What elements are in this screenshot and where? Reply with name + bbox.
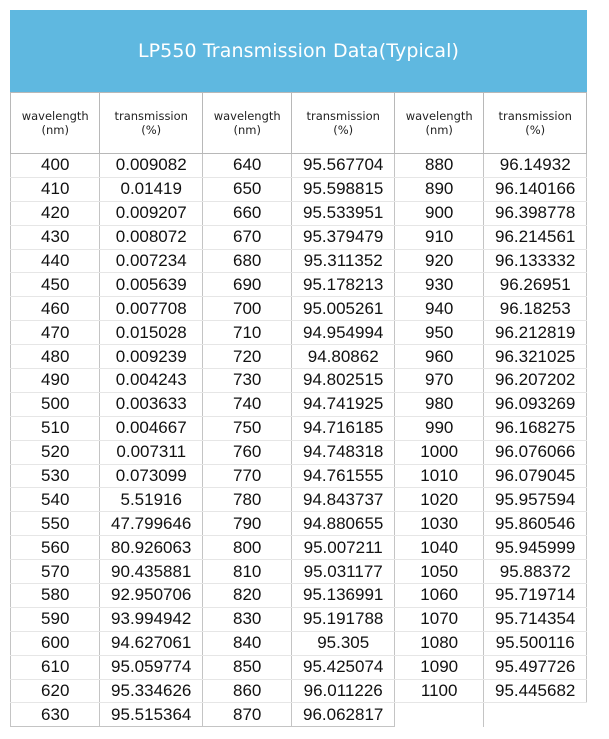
wavelength-cell: 990 [394, 416, 483, 440]
header-unit: (%) [141, 123, 162, 137]
wavelength-cell: 1100 [394, 679, 483, 703]
wavelength-cell: 760 [202, 440, 291, 464]
table-row [11, 297, 587, 321]
transmission-cell: 94.802515 [292, 369, 395, 393]
wavelength-cell: 940 [394, 297, 483, 321]
wavelength-cell: 770 [202, 464, 291, 488]
table-row [11, 416, 587, 440]
table-row [11, 154, 587, 178]
transmission-cell: 0.007708 [100, 297, 203, 321]
wavelength-cell: 820 [202, 584, 291, 608]
wavelength-cell: 620 [11, 679, 100, 703]
transmission-cell: 0.004667 [100, 416, 203, 440]
transmission-cell: 80.926063 [100, 536, 203, 560]
transmission-cell: 94.880655 [292, 512, 395, 536]
wavelength-cell: 850 [202, 655, 291, 679]
table-row [11, 679, 587, 703]
wavelength-cell: 870 [202, 703, 291, 727]
wavelength-cell: 460 [11, 297, 100, 321]
wavelength-cell: 610 [11, 655, 100, 679]
wavelength-cell: 590 [11, 607, 100, 631]
transmission-cell: 90.435881 [100, 560, 203, 584]
transmission-cell: 95.311352 [292, 249, 395, 273]
transmission-cell: 95.945999 [484, 536, 587, 560]
wavelength-cell: 650 [202, 177, 291, 201]
transmission-cell: 95.425074 [292, 655, 395, 679]
wavelength-cell: 560 [11, 536, 100, 560]
transmission-cell: 0.004243 [100, 369, 203, 393]
table-row [11, 560, 587, 584]
transmission-cell: 96.26951 [484, 273, 587, 297]
transmission-cell: 95.445682 [484, 679, 587, 703]
wavelength-cell: 1010 [394, 464, 483, 488]
table-row [11, 201, 587, 225]
wavelength-cell: 840 [202, 631, 291, 655]
wavelength-cell: 630 [11, 703, 100, 727]
wavelength-cell: 980 [394, 392, 483, 416]
wavelength-cell: 800 [202, 536, 291, 560]
transmission-cell: 96.133332 [484, 249, 587, 273]
wavelength-cell: 440 [11, 249, 100, 273]
table-row [11, 607, 587, 631]
table-row [11, 392, 587, 416]
transmission-cell: 0.008072 [100, 225, 203, 249]
transmission-cell: 95.88372 [484, 560, 587, 584]
transmission-cell: 96.212819 [484, 321, 587, 345]
wavelength-cell: 480 [11, 345, 100, 369]
transmission-cell: 96.062817 [292, 703, 395, 727]
table-row [11, 703, 587, 727]
wavelength-cell: 690 [202, 273, 291, 297]
wavelength-cell: 520 [11, 440, 100, 464]
wavelength-cell: 510 [11, 416, 100, 440]
header-label: wavelength [213, 109, 281, 123]
wavelength-cell: 600 [11, 631, 100, 655]
transmission-cell: 95.598815 [292, 177, 395, 201]
transmission-cell: 95.136991 [292, 584, 395, 608]
wavelength-cell: 1050 [394, 560, 483, 584]
wavelength-cell: 890 [394, 177, 483, 201]
wavelength-cell [394, 703, 483, 727]
header-label: transmission [306, 109, 380, 123]
transmission-cell: 96.18253 [484, 297, 587, 321]
wavelength-cell: 580 [11, 584, 100, 608]
transmission-cell: 96.214561 [484, 225, 587, 249]
header-unit: (%) [333, 123, 354, 137]
table-row [11, 512, 587, 536]
table-row [11, 584, 587, 608]
wavelength-cell: 400 [11, 154, 100, 178]
wavelength-cell: 500 [11, 392, 100, 416]
transmission-cell: 94.748318 [292, 440, 395, 464]
wavelength-cell: 970 [394, 369, 483, 393]
table-row [11, 464, 587, 488]
transmission-cell: 0.005639 [100, 273, 203, 297]
transmission-cell: 96.011226 [292, 679, 395, 703]
transmission-cell [484, 703, 587, 727]
wavelength-cell: 540 [11, 488, 100, 512]
header-label: wavelength [405, 109, 473, 123]
table-title: LP550 Transmission Data(Typical) [10, 10, 587, 92]
table-row [11, 655, 587, 679]
wavelength-cell: 470 [11, 321, 100, 345]
transmission-cell: 95.005261 [292, 297, 395, 321]
header-wavelength-2 [202, 93, 291, 154]
transmission-cell: 95.567704 [292, 154, 395, 178]
transmission-cell: 96.321025 [484, 345, 587, 369]
table-row [11, 321, 587, 345]
wavelength-cell: 1030 [394, 512, 483, 536]
wavelength-cell: 530 [11, 464, 100, 488]
header-wavelength-1 [11, 93, 100, 154]
transmission-cell: 96.14932 [484, 154, 587, 178]
wavelength-cell: 550 [11, 512, 100, 536]
wavelength-cell: 670 [202, 225, 291, 249]
transmission-cell: 0.007311 [100, 440, 203, 464]
wavelength-cell: 420 [11, 201, 100, 225]
transmission-cell: 95.860546 [484, 512, 587, 536]
transmission-cell: 94.716185 [292, 416, 395, 440]
wavelength-cell: 810 [202, 560, 291, 584]
transmission-cell: 96.398778 [484, 201, 587, 225]
transmission-cell: 0.01419 [100, 177, 203, 201]
wavelength-cell: 1090 [394, 655, 483, 679]
wavelength-cell: 680 [202, 249, 291, 273]
transmission-cell: 95.714354 [484, 607, 587, 631]
header-transmission-2 [292, 93, 395, 154]
transmission-cell: 95.719714 [484, 584, 587, 608]
wavelength-cell: 700 [202, 297, 291, 321]
wavelength-cell: 920 [394, 249, 483, 273]
wavelength-cell: 950 [394, 321, 483, 345]
transmission-cell: 96.079045 [484, 464, 587, 488]
wavelength-cell: 910 [394, 225, 483, 249]
transmission-cell: 0.009239 [100, 345, 203, 369]
transmission-cell: 47.799646 [100, 512, 203, 536]
wavelength-cell: 410 [11, 177, 100, 201]
transmission-cell: 94.741925 [292, 392, 395, 416]
transmission-cell: 96.140166 [484, 177, 587, 201]
header-unit: (nm) [41, 123, 69, 137]
wavelength-cell: 780 [202, 488, 291, 512]
table-row [11, 177, 587, 201]
transmission-cell: 95.515364 [100, 703, 203, 727]
transmission-cell: 0.015028 [100, 321, 203, 345]
transmission-cell: 94.843737 [292, 488, 395, 512]
wavelength-cell: 1070 [394, 607, 483, 631]
wavelength-cell: 960 [394, 345, 483, 369]
transmission-cell: 95.957594 [484, 488, 587, 512]
header-unit: (nm) [233, 123, 261, 137]
wavelength-cell: 880 [394, 154, 483, 178]
wavelength-cell: 710 [202, 321, 291, 345]
wavelength-cell: 1040 [394, 536, 483, 560]
transmission-cell: 94.627061 [100, 631, 203, 655]
wavelength-cell: 640 [202, 154, 291, 178]
wavelength-cell: 720 [202, 345, 291, 369]
transmission-cell: 95.334626 [100, 679, 203, 703]
wavelength-cell: 570 [11, 560, 100, 584]
header-label: wavelength [21, 109, 89, 123]
transmission-cell: 0.009207 [100, 201, 203, 225]
transmission-cell: 0.073099 [100, 464, 203, 488]
wavelength-cell: 900 [394, 201, 483, 225]
transmission-table [10, 92, 587, 727]
transmission-cell: 94.761555 [292, 464, 395, 488]
table-header [11, 93, 587, 154]
wavelength-cell: 790 [202, 512, 291, 536]
transmission-data-sheet [10, 10, 587, 727]
wavelength-cell: 1000 [394, 440, 483, 464]
table-row [11, 369, 587, 393]
transmission-cell: 95.178213 [292, 273, 395, 297]
header-label: transmission [498, 109, 572, 123]
transmission-cell: 96.076066 [484, 440, 587, 464]
transmission-cell: 92.950706 [100, 584, 203, 608]
header-wavelength-3 [394, 93, 483, 154]
header-transmission-3 [484, 93, 587, 154]
transmission-cell: 95.533951 [292, 201, 395, 225]
wavelength-cell: 660 [202, 201, 291, 225]
wavelength-cell: 490 [11, 369, 100, 393]
transmission-cell: 0.007234 [100, 249, 203, 273]
transmission-cell: 93.994942 [100, 607, 203, 631]
table-row [11, 488, 587, 512]
transmission-cell: 95.059774 [100, 655, 203, 679]
transmission-cell: 94.80862 [292, 345, 395, 369]
table-row [11, 225, 587, 249]
table-row [11, 345, 587, 369]
transmission-cell: 0.003633 [100, 392, 203, 416]
table-row [11, 631, 587, 655]
table-row [11, 249, 587, 273]
transmission-cell: 5.51916 [100, 488, 203, 512]
header-unit: (nm) [425, 123, 453, 137]
wavelength-cell: 1080 [394, 631, 483, 655]
transmission-cell: 96.207202 [484, 369, 587, 393]
wavelength-cell: 730 [202, 369, 291, 393]
wavelength-cell: 930 [394, 273, 483, 297]
transmission-cell: 95.191788 [292, 607, 395, 631]
transmission-cell: 95.031177 [292, 560, 395, 584]
transmission-cell: 95.007211 [292, 536, 395, 560]
wavelength-cell: 430 [11, 225, 100, 249]
wavelength-cell: 740 [202, 392, 291, 416]
wavelength-cell: 450 [11, 273, 100, 297]
transmission-cell: 0.009082 [100, 154, 203, 178]
header-unit: (%) [525, 123, 546, 137]
wavelength-cell: 750 [202, 416, 291, 440]
wavelength-cell: 1020 [394, 488, 483, 512]
transmission-cell: 95.500116 [484, 631, 587, 655]
wavelength-cell: 1060 [394, 584, 483, 608]
transmission-cell: 95.497726 [484, 655, 587, 679]
transmission-cell: 95.379479 [292, 225, 395, 249]
table-row [11, 273, 587, 297]
header-label: transmission [114, 109, 188, 123]
table-body [11, 154, 587, 727]
table-row [11, 440, 587, 464]
table-row [11, 536, 587, 560]
header-transmission-1 [100, 93, 203, 154]
transmission-cell: 94.954994 [292, 321, 395, 345]
wavelength-cell: 860 [202, 679, 291, 703]
transmission-cell: 96.168275 [484, 416, 587, 440]
wavelength-cell: 830 [202, 607, 291, 631]
transmission-cell: 96.093269 [484, 392, 587, 416]
header-row [11, 93, 587, 154]
transmission-cell: 95.305 [292, 631, 395, 655]
